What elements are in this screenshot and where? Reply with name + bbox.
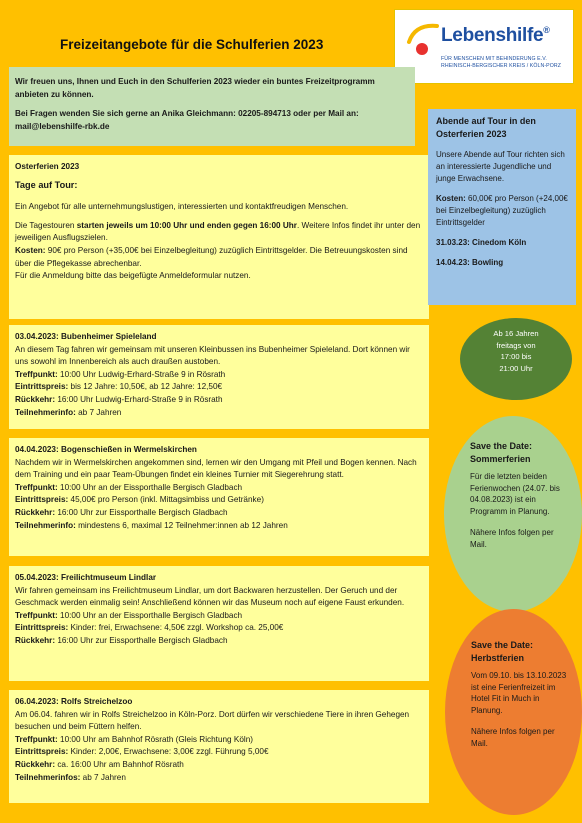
day-info-line: Treffpunkt: 10:00 Uhr am Bahnhof Rösrath (Gleis Richtung Köln) [15, 734, 253, 744]
day-info-line: Eintrittspreis: Kinder: frei, Erwachsene: 4,50€ zzgl. Workshop ca. 25,00€ [15, 623, 284, 633]
save-the-date-herbst-oval [445, 609, 582, 815]
day-info-line: Rückkehr: 16:00 Uhr zur Eissporthalle Bergisch Gladbach [15, 635, 228, 645]
herbst-heading: Save the Date: Herbstferien [471, 640, 534, 663]
abende-event: 31.03.23: Cinedom Köln [436, 238, 527, 247]
day-text: Wir fahren gemeinsam ins Freilichtmuseum Lindlar, um dort Backwaren herzustellen. Der Geruch und der Geschmack werden einmalig sein! Anschließend können wir das Museum noch auf eigene Faust erkunden. [15, 585, 405, 608]
lebenshilfe-logo [394, 9, 574, 84]
logo-tagline-2: RHEINISCH-BERGISCHER KREIS / KÖLN-PORZ [441, 63, 561, 69]
day-heading: 03.04.2023: Bubenheimer Spieleland [15, 332, 157, 341]
abende-auf-tour-box [428, 109, 576, 305]
osterferien-heading: Osterferien 2023 [15, 162, 80, 171]
intro-box [9, 67, 415, 146]
day-info-line: Rückkehr: ca. 16:00 Uhr am Bahnhof Rösrath [15, 759, 184, 769]
age-time-oval [460, 318, 572, 400]
logo-mark-icon [405, 20, 441, 60]
day-card [9, 566, 429, 681]
page-title: Freizeitangebote für die Schulferien 2023 [60, 37, 324, 52]
logo-name: Lebenshilfe® [441, 25, 550, 46]
oval-line: Ab 16 Jahren [493, 329, 539, 338]
day-info-line: Teilnehmerinfo: ab 7 Jahren [15, 407, 122, 417]
day-card [9, 325, 429, 429]
abende-heading: Abende auf Tour in den Osterferien 2023 [436, 116, 536, 139]
day-info-line: Teilnehmerinfos: ab 7 Jahren [15, 772, 126, 782]
oval-line: 21:00 Uhr [499, 363, 533, 373]
sommer-heading: Save the Date: Sommerferien [470, 441, 533, 464]
abende-text: Unsere Abende auf Tour richten sich an interessierte Jugendliche und junge Erwachsene. [436, 150, 565, 183]
day-text: An diesem Tag fahren wir gemeinsam mit unseren Kleinbussen ins Bubenheimer Spieleland. Dort können wir uns sowohl im Innenbereich als auch draußen austoben. [15, 344, 410, 367]
day-info-line: Treffpunkt: 10:00 Uhr an der Eissporthalle Bergisch Gladbach [15, 610, 243, 620]
day-info-line: Eintrittspreis: bis 12 Jahre: 10,50€, ab 12 Jahre: 12,50€ [15, 382, 223, 392]
day-info-line: Treffpunkt: 10:00 Uhr Ludwig-Erhard-Straße 9 in Rösrath [15, 369, 226, 379]
day-heading: 05.04.2023: Freilichtmuseum Lindlar [15, 573, 157, 582]
day-info-line: Rückkehr: 16:00 Uhr Ludwig-Erhard-Straße 9 in Rösrath [15, 394, 223, 404]
herbst-more: Nähere Infos folgen per Mail. [471, 727, 555, 748]
day-info-line: Eintrittspreis: 45,00€ pro Person (inkl. Mittagsimbiss und Getränke) [15, 495, 264, 505]
day-text: Am 06.04. fahren wir in Rolfs Streichelzoo in Köln-Porz. Dort dürfen wir verschiedene Tiere in ihren Gehegen besuchen und beim Füttern helfen. [15, 709, 410, 732]
day-heading: 04.04.2023: Bogenschießen in Wermelskirchen [15, 445, 197, 454]
intro-text: Wir freuen uns, Ihnen und Euch in den Schulferien 2023 wieder ein buntes Freizeitprogramm anbieten zu können. [15, 77, 375, 99]
logo-tagline-1: FÜR MENSCHEN MIT BEHINDERUNG E.V. [441, 56, 547, 62]
osterferien-times: Die Tagestouren starten jeweils um 10:00 Uhr und enden gegen 16:00 Uhr. Weitere Infos findet ihr unter den jeweiligen Ausflugszielen. Kosten: 90€ pro Person (+35,00€ bei Einzelbegleitung) zuzüglich Eintrittsgelder. Die Betreuungskosten sind über die Pflegekasse abrechenbar. Für die Anmeldung bitte das beigefügte Anmeldeformular nutzen. [15, 220, 421, 281]
sommer-more: Nähere Infos folgen per Mail. [470, 528, 554, 549]
contact-text: Bei Fragen wenden Sie sich gerne an Anika Gleichmann: 02205-894713 oder per Mail an: mail@lebenshilfe-rbk.de [15, 109, 359, 131]
day-info-line: Rückkehr: 16:00 Uhr zur Eissporthalle Bergisch Gladbach [15, 507, 228, 517]
day-text: Nachdem wir in Wermelskirchen angekommen sind, lernen wir den Umgang mit Pfeil und Bogen kennen. Nach dem Training und ein paar Team-Übungen findet ein kleines Turnier mit Siegerehrung statt. [15, 457, 417, 480]
sommer-text: Für die letzten beiden Ferienwochen (24.07. bis 04.08.2023) ist ein Programm in Planung. [470, 472, 560, 516]
osterferien-intro: Ein Angebot für alle unternehmungslustigen, interessierten und kontaktfreudigen Menschen. [15, 202, 349, 212]
save-the-date-sommer-oval [444, 416, 582, 612]
abende-kosten: Kosten: 60,00€ pro Person (+24,00€ bei Einzelbegleitung) zuzüglich Eintrittsgelder [436, 194, 568, 227]
day-card [9, 438, 429, 556]
abende-event: 14.04.23: Bowling [436, 258, 504, 267]
day-heading: 06.04.2023: Rolfs Streichelzoo [15, 697, 133, 706]
herbst-text: Vom 09.10. bis 13.10.2023 ist eine Ferienfreizeit im Hotel Fit in Much in Planung. [471, 671, 567, 715]
oval-line: 17:00 bis [500, 352, 532, 361]
tage-auf-tour-heading: Tage auf Tour: [15, 179, 78, 190]
oval-line: freitags von [496, 340, 536, 350]
day-info-line: Treffpunkt: 10:00 Uhr an der Eissporthalle Bergisch Gladbach [15, 482, 243, 492]
day-card [9, 690, 429, 803]
day-info-line: Teilnehmerinfo: mindestens 6, maximal 12 Teilnehmer:innen ab 12 Jahren [15, 520, 288, 530]
osterferien-section [9, 155, 429, 319]
day-info-line: Eintrittspreis: Kinder: 2,00€, Erwachsene: 3,00€ zzgl. Führung 5,00€ [15, 747, 269, 757]
